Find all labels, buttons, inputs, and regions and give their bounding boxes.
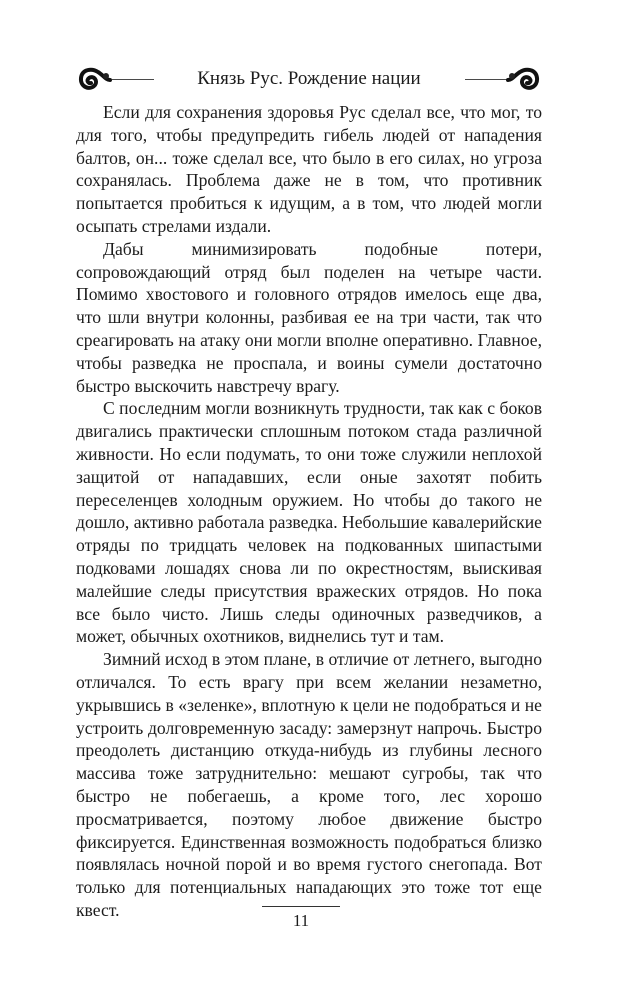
- header-rule-left: [112, 79, 154, 80]
- running-header: [76, 60, 542, 100]
- body-text: [76, 101, 542, 922]
- scroll-ornament-icon: [502, 60, 542, 100]
- page-number: 11: [292, 911, 310, 930]
- paragraph: Зимний исход в этом плане, в отличие от летнего, выгодно отличался. То есть врагу при всем желании незаметно, укрывшись в «зеленке», вплотную к цели не подобраться и не устроить долговременную засаду: замерзнут напрочь. Быстро преодолеть дистанцию откуда-нибудь из глубины лесного массива тоже затруднительно: мешают сугробы, так что быстро не побегаешь, а кроме того, лес хорошо просматривается, поэтому любое движение быстро фиксируется. Единственная возможность подобраться близко появлялась ночной порой и во время густого снегопада. Вот только для потенциальных нападающих это тоже тот еще квест.: [76, 649, 542, 920]
- header-rule-right: [465, 79, 507, 80]
- running-title: Князь Рус. Рождение нации: [197, 68, 421, 89]
- paragraph: Если для сохранения здоровья Рус сделал все, что мог, то для того, чтобы предупредить гибель людей от нападения балтов, он... тоже сделал все, что было в его силах, но угроза сохранялась. Проблема даже не в том, что противник попытается пробиться к идущим, а в том, что людей могли осыпать стрелами издали.: [76, 102, 542, 236]
- paragraph: Дабы минимизировать подобные потери, сопровождающий отряд был поделен на четыре части. Помимо хвостового и головного отрядов имелось еще два, что шли внутри колонны, разбивая ее на три части, так что среагировать на атаку они могли вполне оперативно. Главное, чтобы разведка не проспала, и воины сумели достаточно быстро выскочить навстречу врагу.: [76, 238, 542, 396]
- scroll-ornament-icon: [76, 60, 116, 100]
- paragraph: С последним могли возникнуть трудности, так как с боков двигались практически сплошным потоком стада различной живности. Но если подумать, то они тоже служили неплохой защитой от нападавших, если оные захотят побить переселенцев холодным оружием. Но чтобы до такого не дошло, активно работала разведка. Небольшие кавалерийские отряды по тридцать человек на подкованных шипастыми подковами лошадях снова ли по окрестностям, выискивая малейшие следы присутствия вражеских отрядов. Но пока все было чисто. Лишь следы одиночных разведчиков, а может, обычных охотников, виднелись тут и там.: [76, 398, 542, 647]
- footer-rule: [262, 906, 340, 907]
